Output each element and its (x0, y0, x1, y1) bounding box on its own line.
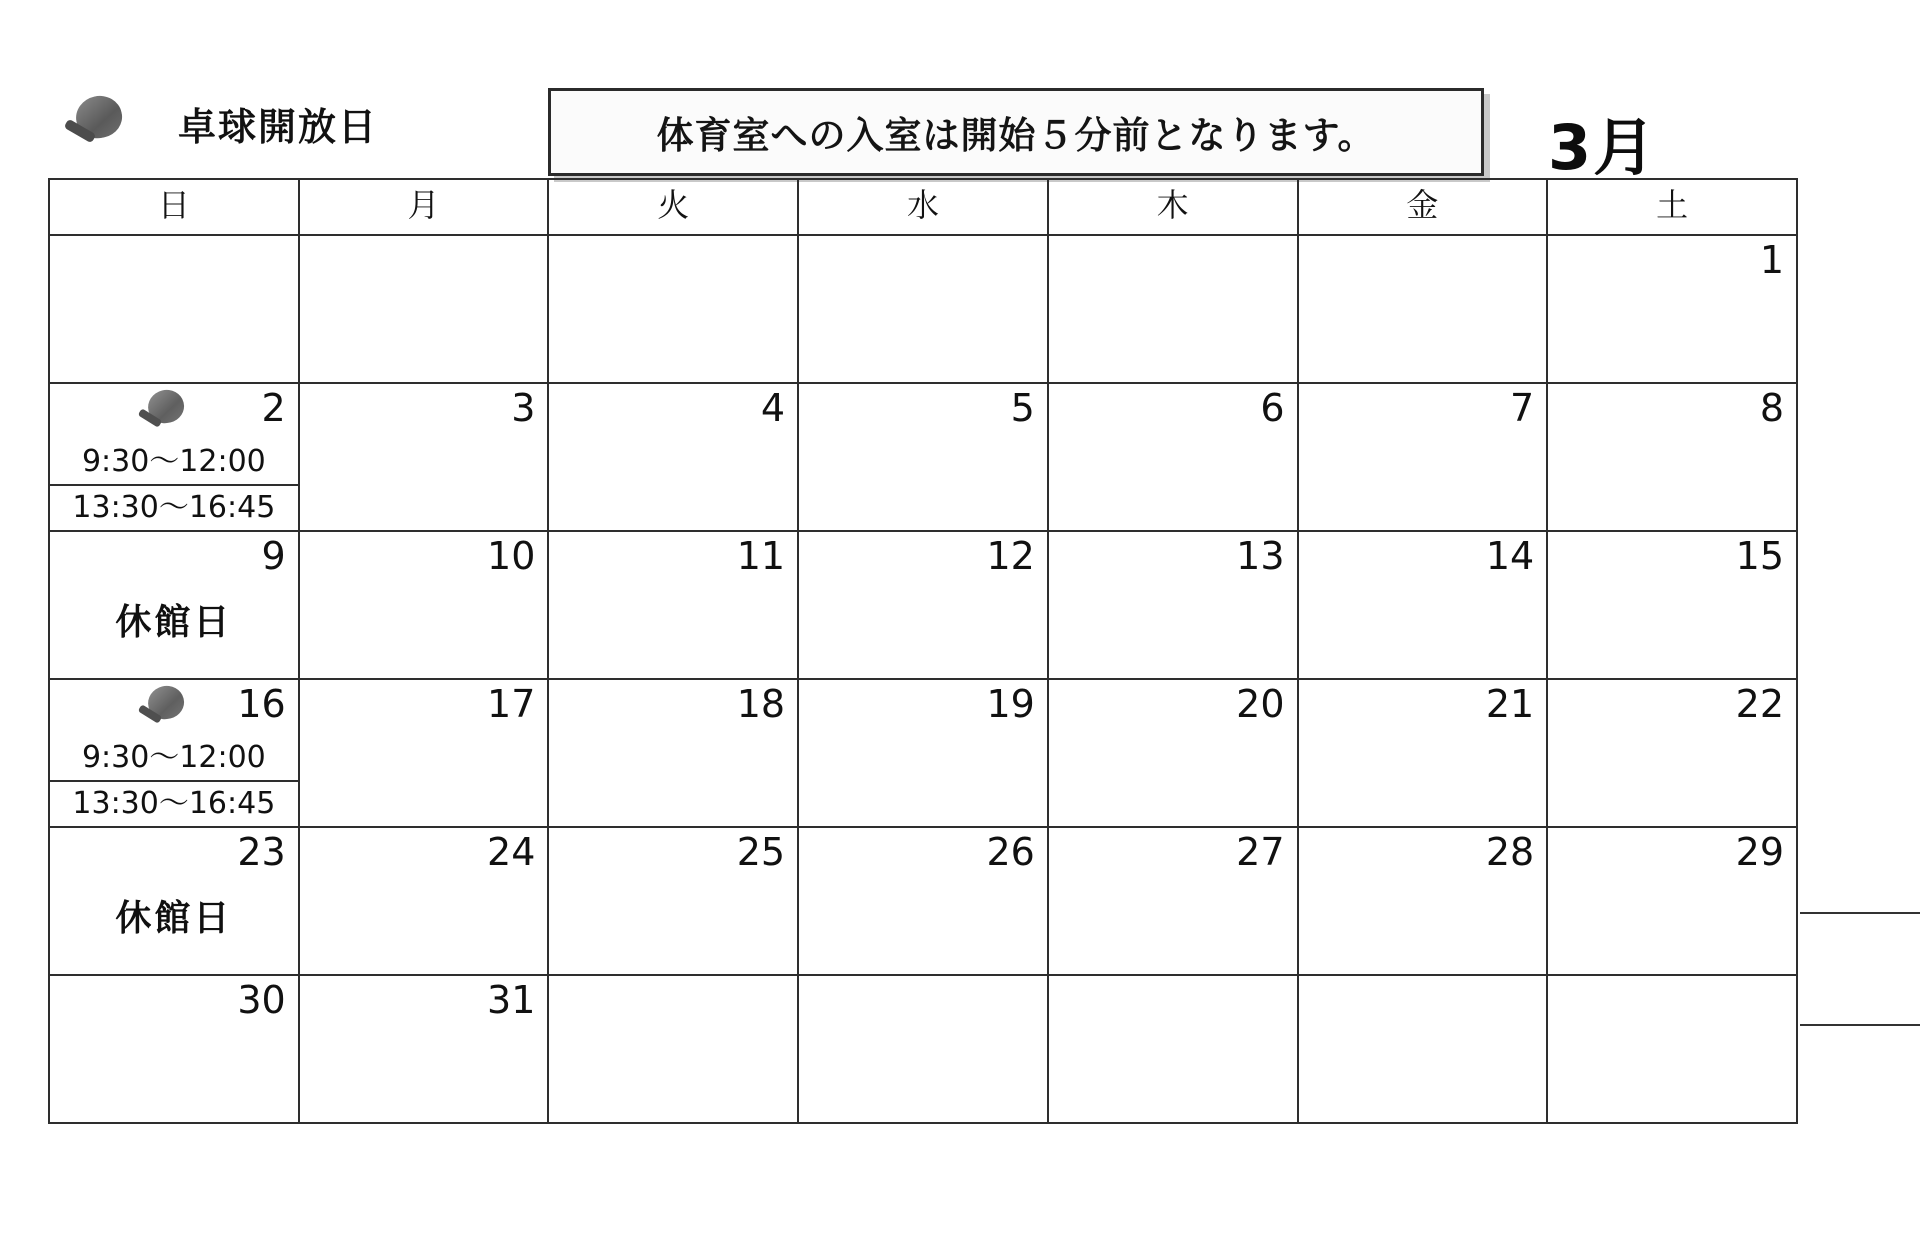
day-number: 27 (1236, 830, 1285, 874)
notice-text: 体育室への入室は開始５分前となります。 (656, 114, 1376, 157)
scan-artifact-line (1800, 1024, 1920, 1026)
calendar-table (48, 178, 1798, 1124)
day-number: 18 (736, 682, 786, 726)
day-number: 7 (1510, 386, 1535, 430)
day-cell (798, 383, 1048, 531)
calendar-week-row (49, 531, 1797, 679)
day-cell (299, 531, 549, 679)
calendar-week-row (49, 235, 1797, 383)
day-cell (299, 975, 549, 1123)
day-cell (1298, 975, 1548, 1123)
weekday-header-sun: 日 (49, 179, 299, 235)
day-number: 21 (1485, 682, 1535, 726)
day-cell-open-day (49, 383, 299, 531)
day-cell (1048, 531, 1298, 679)
day-cell (798, 975, 1048, 1123)
open-times (50, 736, 298, 826)
calendar-header-row (49, 179, 1797, 235)
day-number: 9 (261, 534, 286, 578)
day-cell (1547, 235, 1797, 383)
day-number: 20 (1236, 682, 1285, 726)
day-cell (299, 235, 549, 383)
day-number: 11 (736, 534, 786, 578)
day-cell-open-day (49, 679, 299, 827)
day-number: 29 (1735, 830, 1784, 874)
weekday-header-wed: 水 (798, 179, 1048, 235)
day-number: 8 (1759, 386, 1784, 430)
day-cell (1547, 531, 1797, 679)
day-number: 16 (237, 682, 286, 726)
calendar-week-row (49, 975, 1797, 1123)
day-cell-closed (49, 531, 299, 679)
day-cell (548, 827, 798, 975)
day-number: 14 (1485, 534, 1535, 578)
time-slot-afternoon: 13:30〜16:45 (50, 780, 298, 826)
day-cell (798, 531, 1048, 679)
closed-note: 休館日 (115, 898, 233, 939)
day-number: 24 (487, 830, 536, 874)
day-cell (1547, 383, 1797, 531)
day-cell (1298, 235, 1548, 383)
weekday-header-tue: 火 (548, 179, 798, 235)
page-header (0, 40, 1920, 184)
day-cell (548, 531, 798, 679)
month-label: 3月 (1548, 111, 1658, 184)
day-cell (798, 679, 1048, 827)
day-cell (798, 827, 1048, 975)
day-cell (1298, 383, 1548, 531)
day-cell-closed (49, 827, 299, 975)
day-number: 13 (1236, 534, 1285, 578)
day-number: 12 (986, 534, 1035, 578)
day-cell (299, 827, 549, 975)
day-cell (1298, 827, 1548, 975)
scan-artifact-line (1800, 912, 1920, 914)
day-number: 28 (1485, 830, 1535, 874)
day-number: 1 (1759, 238, 1784, 282)
day-cell (1048, 679, 1298, 827)
day-number: 2 (261, 386, 286, 430)
day-number: 31 (487, 978, 536, 1022)
day-cell (548, 383, 798, 531)
weekday-header-sat: 土 (1547, 179, 1797, 235)
day-number: 6 (1260, 386, 1285, 430)
day-number: 15 (1735, 534, 1784, 578)
day-cell (548, 975, 798, 1123)
day-cell (1547, 975, 1797, 1123)
open-times (50, 440, 298, 530)
day-number: 10 (487, 534, 536, 578)
day-cell (1547, 679, 1797, 827)
day-cell (798, 235, 1048, 383)
day-cell (1048, 975, 1298, 1123)
day-cell (1547, 827, 1797, 975)
weekday-header-thu: 木 (1048, 179, 1298, 235)
day-cell (1048, 383, 1298, 531)
day-cell (548, 679, 798, 827)
day-number: 22 (1735, 682, 1784, 726)
day-cell (1298, 679, 1548, 827)
closed-note: 休館日 (115, 602, 233, 643)
page-title: 卓球開放日 (178, 105, 379, 149)
day-cell (299, 679, 549, 827)
table-tennis-paddle-icon (136, 686, 190, 734)
day-cell (299, 383, 549, 531)
day-cell (49, 235, 299, 383)
weekday-header-fri: 金 (1298, 179, 1548, 235)
calendar-week-row (49, 679, 1797, 827)
day-number: 25 (736, 830, 786, 874)
day-number: 30 (237, 978, 286, 1022)
day-number: 5 (1010, 386, 1035, 430)
day-number: 19 (986, 682, 1035, 726)
table-tennis-paddle-icon (62, 96, 132, 158)
calendar-week-row (49, 383, 1797, 531)
weekday-header-mon: 月 (299, 179, 549, 235)
day-cell (1298, 531, 1548, 679)
day-number: 26 (986, 830, 1035, 874)
table-tennis-paddle-icon (136, 390, 190, 438)
notice-box (548, 88, 1484, 176)
time-slot-afternoon: 13:30〜16:45 (50, 484, 298, 530)
day-cell (548, 235, 798, 383)
calendar-week-row (49, 827, 1797, 975)
time-slot-morning: 9:30〜12:00 (81, 740, 266, 775)
day-cell (1048, 827, 1298, 975)
day-number: 4 (760, 386, 786, 430)
time-slot-morning: 9:30〜12:00 (81, 444, 266, 479)
day-cell (1048, 235, 1298, 383)
day-number: 17 (487, 682, 536, 726)
day-number: 23 (237, 830, 286, 874)
day-cell (49, 975, 299, 1123)
day-number: 3 (511, 386, 536, 430)
